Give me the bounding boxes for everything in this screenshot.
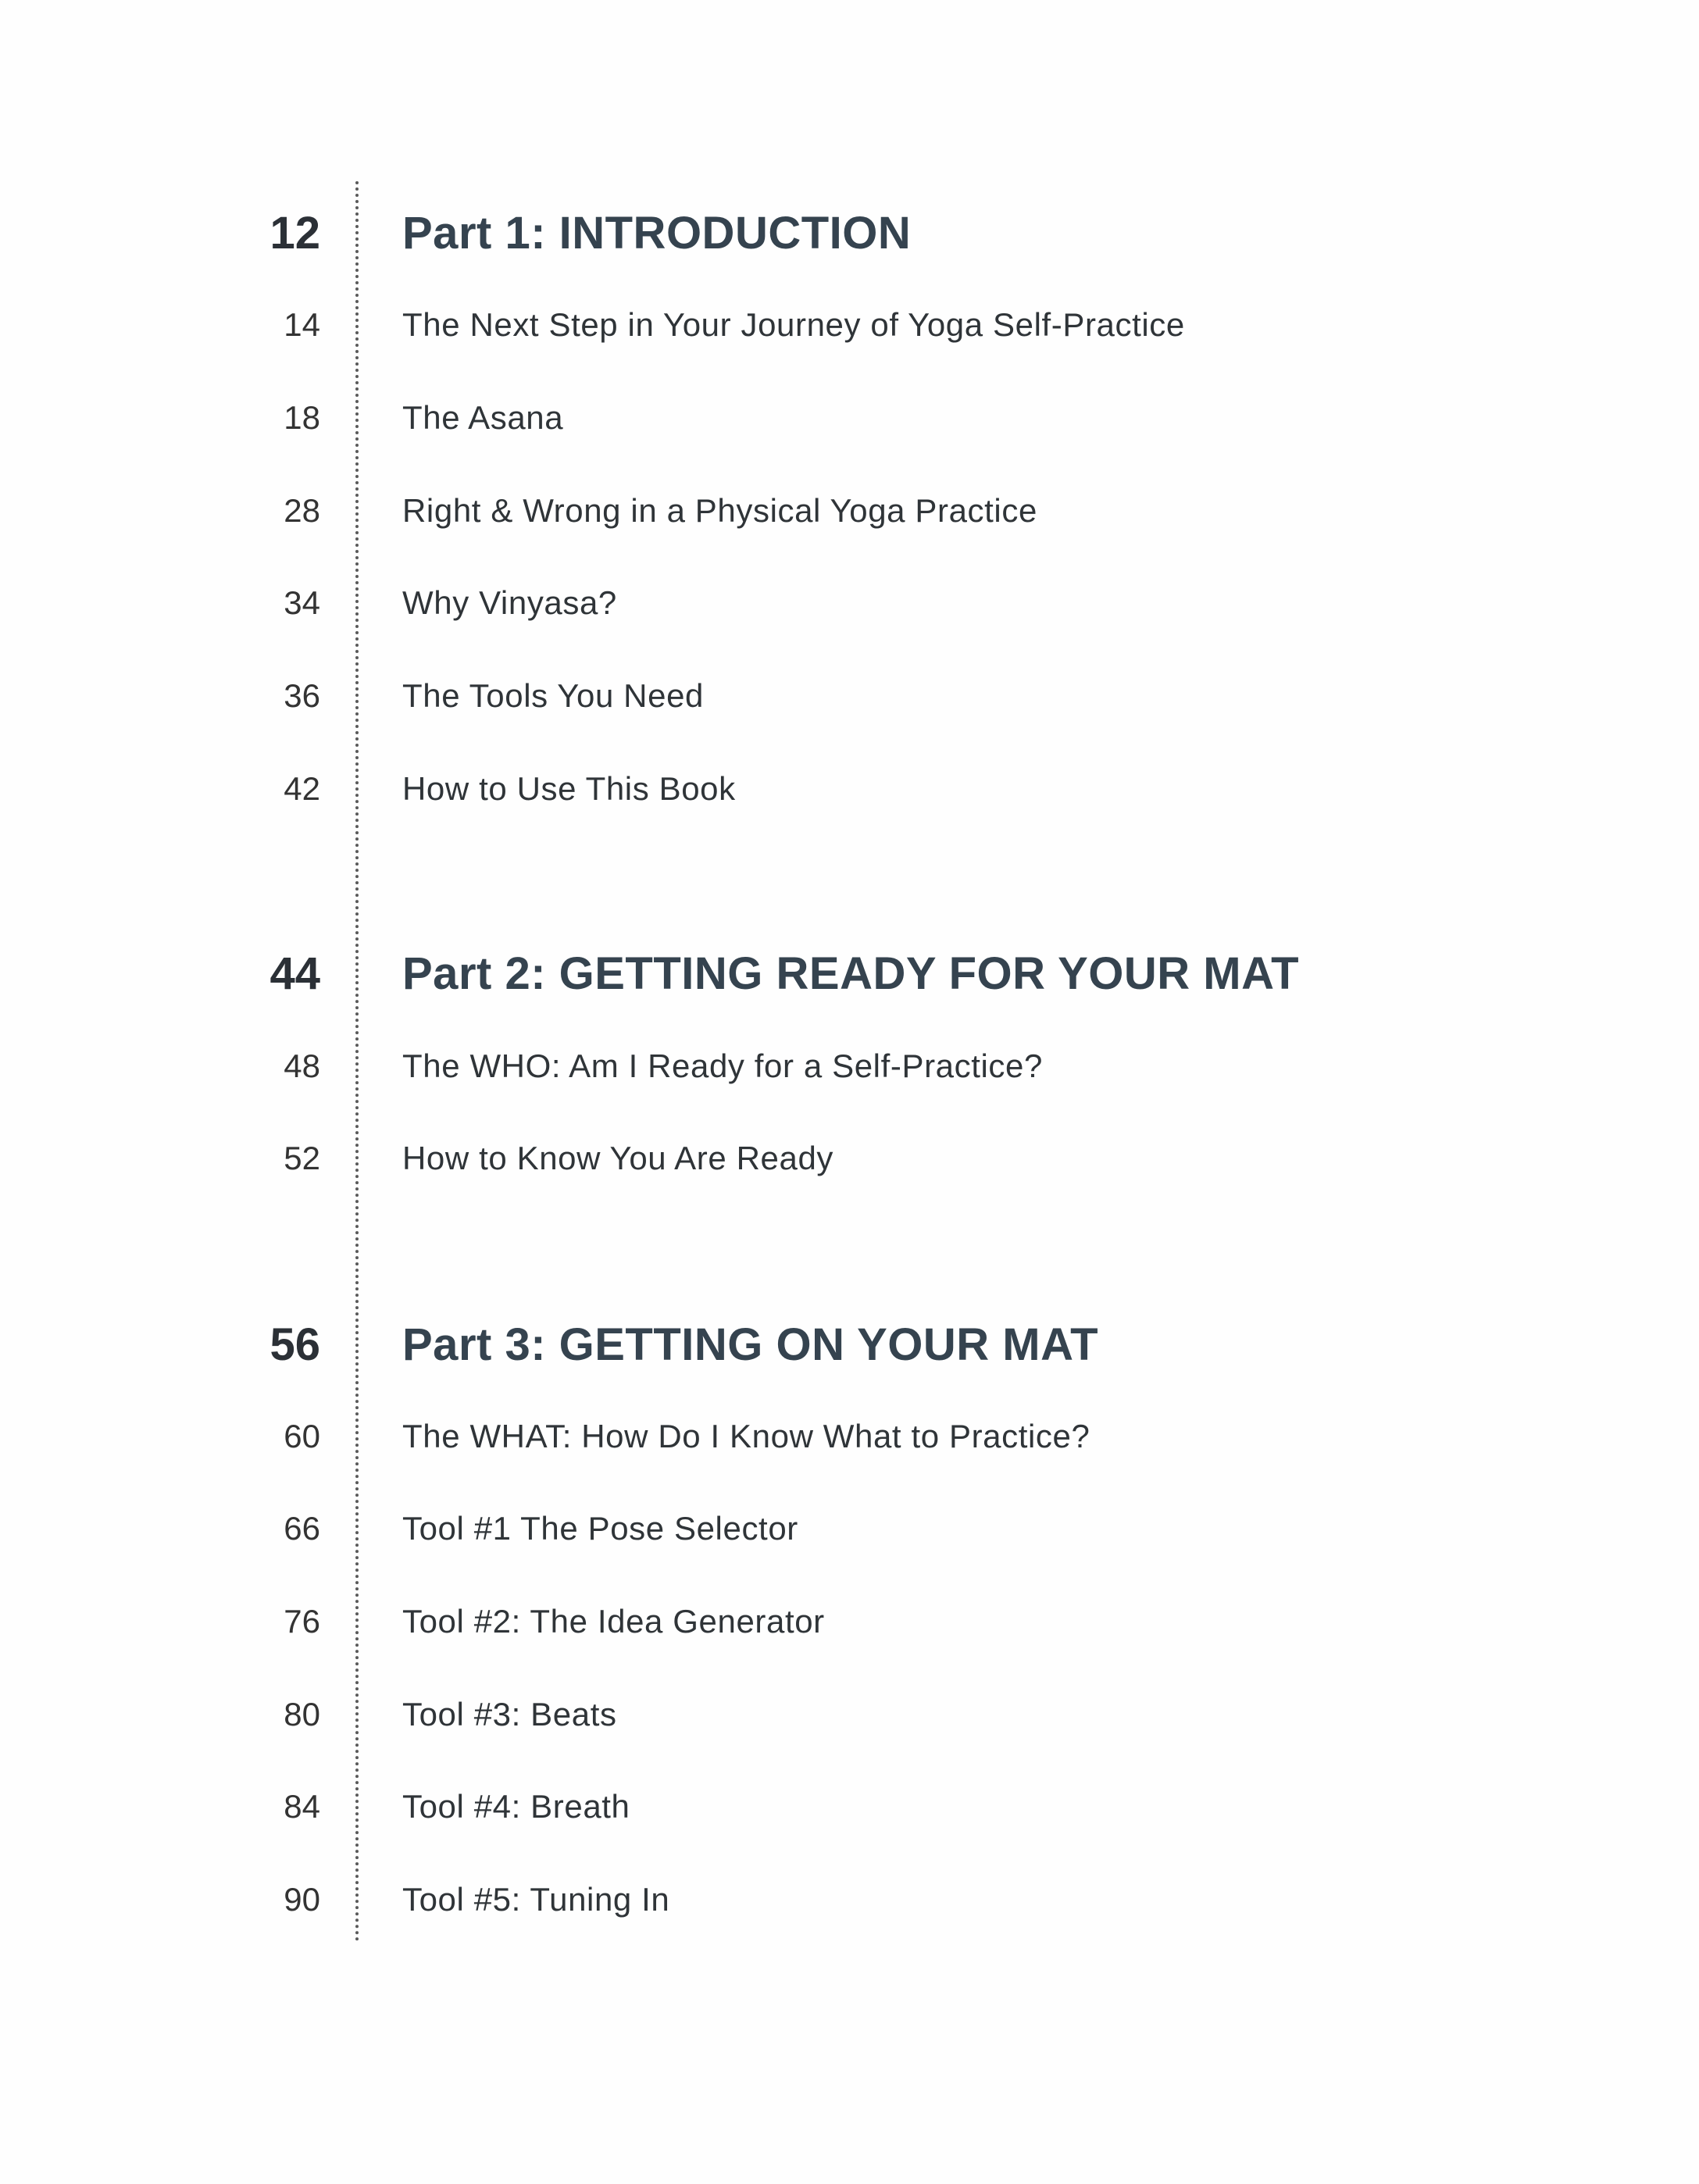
toc-entry[interactable]	[0, 383, 1699, 453]
toc-entry[interactable]	[0, 1772, 1699, 1842]
entry-title: The WHO: Am I Ready for a Self-Practice?	[402, 1047, 1043, 1084]
part-title: Part 1: INTRODUCTION	[402, 208, 912, 259]
entry-page-number: 66	[284, 1510, 320, 1547]
part-page-number: 56	[269, 1319, 320, 1370]
toc-entry[interactable]	[0, 1679, 1699, 1750]
entry-title: Tool #3: Beats	[402, 1696, 617, 1733]
entry-page-number: 14	[284, 306, 320, 343]
entry-page-number: 42	[284, 770, 320, 807]
toc-part-1[interactable]	[0, 198, 1699, 269]
entry-page-number: 80	[284, 1696, 320, 1733]
toc-entry[interactable]	[0, 476, 1699, 546]
entry-title: The Next Step in Your Journey of Yoga Self-Practice	[402, 306, 1185, 343]
entry-page-number: 60	[284, 1418, 320, 1454]
toc-entry[interactable]	[0, 1865, 1699, 1935]
entry-page-number: 48	[284, 1047, 320, 1084]
toc-entry[interactable]	[0, 661, 1699, 731]
part-title: Part 2: GETTING READY FOR YOUR MAT	[402, 948, 1300, 999]
toc-part-2[interactable]	[0, 939, 1699, 1009]
entry-title: How to Use This Book	[402, 770, 736, 807]
entry-title: Tool #4: Breath	[402, 1788, 630, 1825]
toc-entry[interactable]	[0, 1493, 1699, 1564]
toc-entry[interactable]	[0, 1401, 1699, 1472]
entry-title: The Asana	[402, 399, 564, 436]
toc-entry[interactable]	[0, 568, 1699, 638]
toc-entry[interactable]	[0, 1123, 1699, 1194]
entry-page-number: 18	[284, 399, 320, 436]
entry-title: The WHAT: How Do I Know What to Practice?	[402, 1418, 1090, 1454]
entry-title: How to Know You Are Ready	[402, 1140, 834, 1176]
entry-title: Tool #5: Tuning In	[402, 1881, 670, 1918]
toc-entry[interactable]	[0, 290, 1699, 360]
entry-title: Right & Wrong in a Physical Yoga Practice	[402, 492, 1037, 529]
entry-page-number: 52	[284, 1140, 320, 1176]
entry-title: Why Vinyasa?	[402, 584, 617, 621]
entry-page-number: 76	[284, 1603, 320, 1640]
part-title: Part 3: GETTING ON YOUR MAT	[402, 1319, 1099, 1370]
entry-title: The Tools You Need	[402, 677, 704, 714]
toc-entry[interactable]	[0, 1586, 1699, 1657]
part-page-number: 44	[269, 948, 320, 999]
part-page-number: 12	[269, 208, 320, 259]
entry-page-number: 28	[284, 492, 320, 529]
toc-entry[interactable]	[0, 1031, 1699, 1101]
entry-title: Tool #1 The Pose Selector	[402, 1510, 798, 1547]
entry-page-number: 84	[284, 1788, 320, 1825]
entry-title: Tool #2: The Idea Generator	[402, 1603, 825, 1640]
toc-part-3[interactable]	[0, 1310, 1699, 1380]
entry-page-number: 90	[284, 1881, 320, 1918]
toc-entry[interactable]	[0, 754, 1699, 824]
entry-page-number: 36	[284, 677, 320, 714]
entry-page-number: 34	[284, 584, 320, 621]
